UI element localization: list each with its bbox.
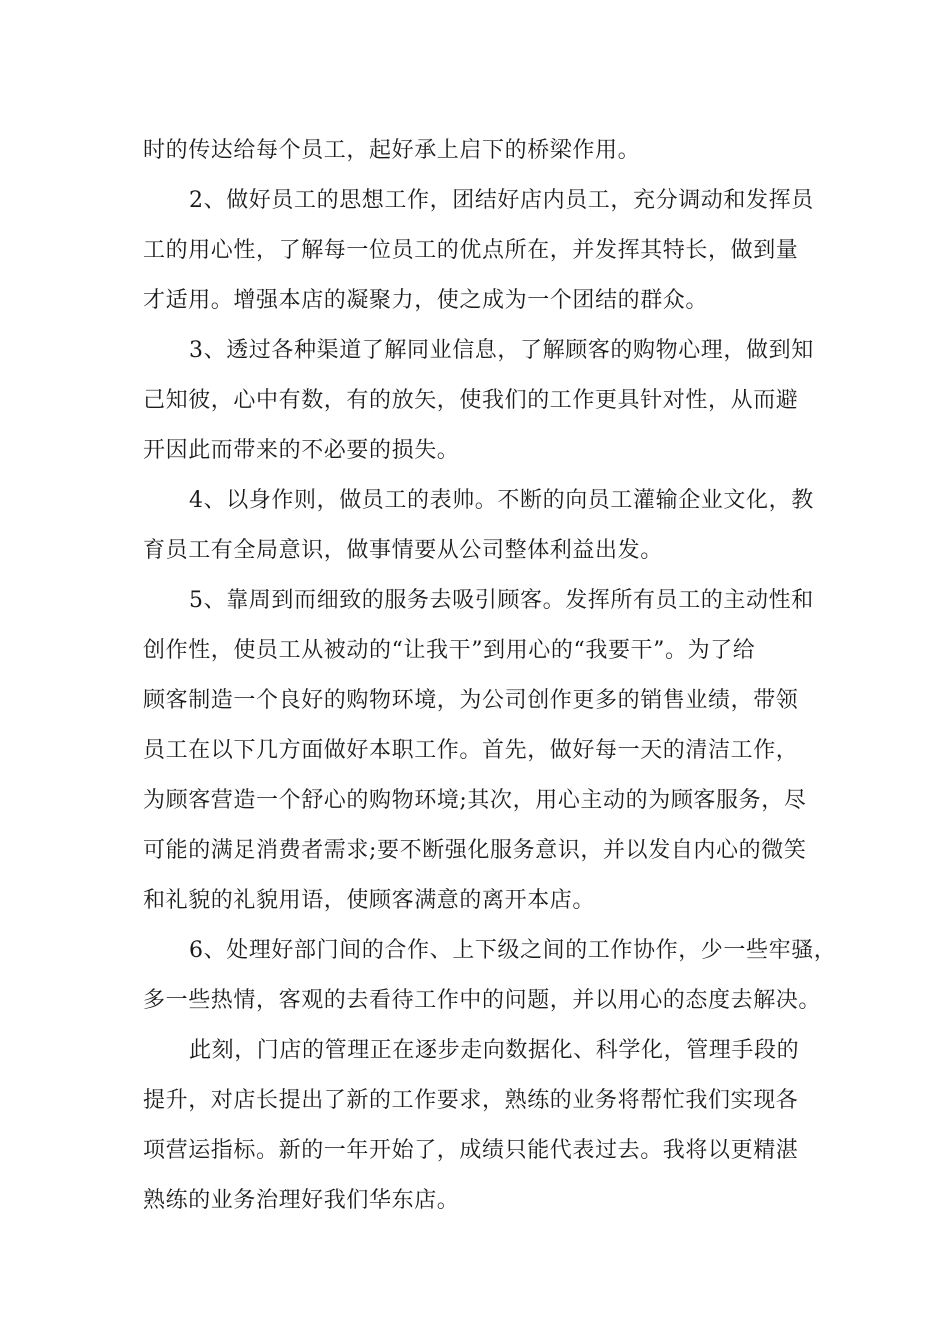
text-line: 员工在以下几方面做好本职工作。首先，做好每一天的清洁工作， [143,738,799,763]
text-line: 才适用。增强本店的凝聚力，使之成为一个团结的群众。 [143,288,709,313]
text-line: 开因此而带来的不必要的损失。 [143,438,460,463]
text-line: 为顾客营造一个舒心的购物环境;其次，用心主动的为顾客服务，尽 [143,788,807,813]
text-line: 此刻，门店的管理正在逐步走向数据化、科学化，管理手段的 [189,1038,800,1063]
text-line: 创作性，使员工从被动的“让我干”到用心的“我要干”。为了给 [143,638,756,663]
text-line: 熟练的业务治理好我们华东店。 [143,1188,460,1213]
text-line: 6、处理好部门间的合作、上下级之间的工作协作，少一些牢骚， [189,938,837,963]
text-line: 育员工有全局意识，做事情要从公司整体利益出发。 [143,538,663,563]
text-line: 顾客制造一个良好的购物环境，为公司创作更多的销售业绩，带领 [143,688,799,713]
text-line: 项营运指标。新的一年开始了，成绩只能代表过去。我将以更精湛 [143,1138,799,1163]
text-line: 和礼貌的礼貌用语，使顾客满意的离开本店。 [143,888,596,913]
text-line: 5、靠周到而细致的服务去吸引顾客。发挥所有员工的主动性和 [189,588,814,613]
text-line: 可能的满足消费者需求;要不断强化服务意识，并以发自内心的微笑 [143,838,807,863]
text-line: 工的用心性，了解每一位员工的优点所在，并发挥其特长，做到量 [143,238,799,263]
text-line: 4、以身作则，做员工的表帅。不断的向员工灌输企业文化，教 [189,488,814,513]
text-line: 己知彼，心中有数，有的放矢，使我们的工作更具针对性，从而避 [143,388,799,413]
text-line: 3、透过各种渠道了解同业信息，了解顾客的购物心理，做到知 [189,338,814,363]
text-line: 多一些热情，客观的去看待工作中的问题，并以用心的态度去解决。 [143,988,822,1013]
text-line: 2、做好员工的思想工作，团结好店内员工，充分调动和发挥员 [189,188,814,213]
text-line: 时的传达给每个员工，起好承上启下的桥梁作用。 [143,138,641,163]
text-line: 提升，对店长提出了新的工作要求，熟练的业务将帮忙我们实现各 [143,1088,799,1113]
